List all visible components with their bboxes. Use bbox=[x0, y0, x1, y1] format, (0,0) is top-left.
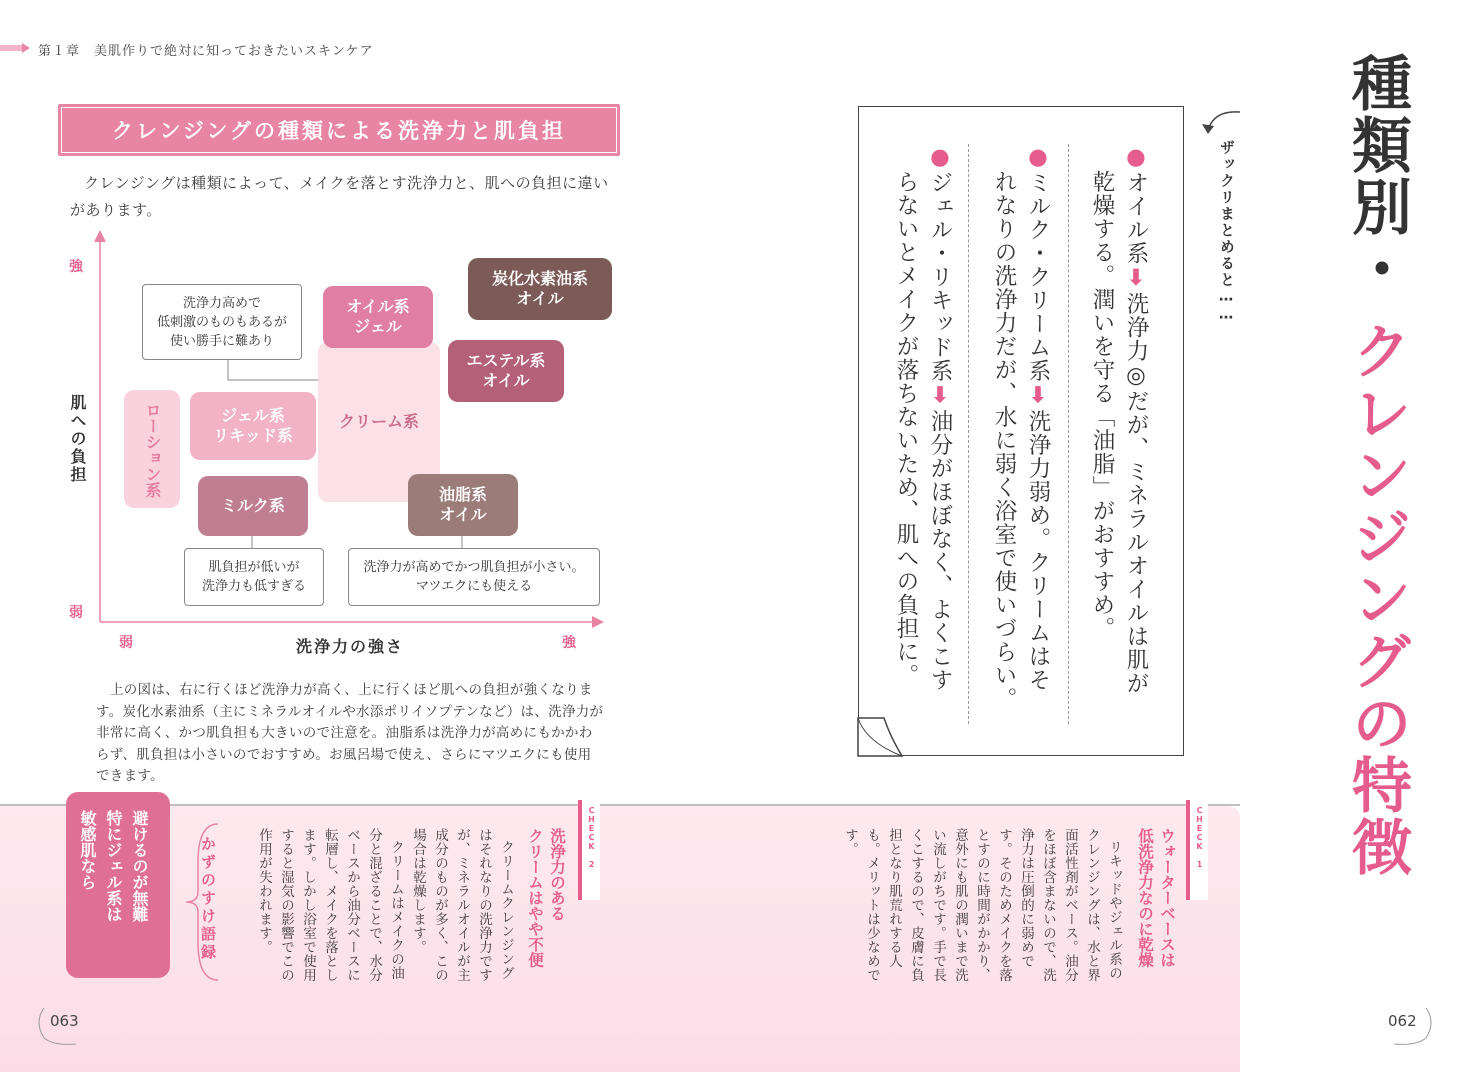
chart-explanation: 上の図は、右に行くほど洗浄力が高く、上に行くほど肌への負担が強くなります。炭化水素油系（主にミネラルオイルや水添ポリイソプテンなど）は、洗浄力が非常に高く、かつ肌負担も大きいので注意を。油脂系は洗浄力が高めにもかかわらず、肌負担は小さいのでおすすめ。お風呂場で使え、さらにマツエクにも使用できます。 bbox=[96, 682, 604, 784]
check-2-line: が、ミネラルオイルが主 bbox=[454, 828, 470, 982]
y-axis-high: 強 bbox=[69, 259, 83, 275]
section-title-banner bbox=[58, 104, 620, 156]
y-axis-label: 肌への負担 bbox=[68, 394, 87, 484]
check-2-title-2: クリームはやや不便 bbox=[526, 828, 544, 968]
check-1-title-2: 低洗浄力なのに乾燥 bbox=[1136, 828, 1154, 968]
check-1-label: CHECK 1 bbox=[1195, 806, 1204, 869]
intro-paragraph: クレンジングは種類によって、メイクを落とす洗浄力と、肌への負担に違いがあります。 bbox=[70, 174, 609, 219]
summary-item-2-line-2: れなりの洗浄力だが、水に弱く浴室で使いづらい。 bbox=[991, 170, 1017, 711]
check-2-line: ます。しかし浴室で使用 bbox=[300, 828, 316, 982]
gel-liquid-node: ジェル系 リキッド系 bbox=[190, 392, 316, 460]
summary-item-1-line-2: 乾燥する。潤いを守る「油脂」がおすすめ。 bbox=[1089, 170, 1115, 640]
x-axis-high: 強 bbox=[562, 635, 576, 651]
fat-oil-note: 洗浄力が高めでかつ肌負担が小さい。 マツエクにも使える bbox=[348, 548, 600, 606]
bottom-band-divider bbox=[0, 804, 1240, 806]
check-2-tab bbox=[578, 800, 600, 900]
check-2-line: 場合は乾燥します。 bbox=[410, 828, 426, 954]
check-1-line: 面活性剤がベース。油分 bbox=[1062, 828, 1078, 982]
memo-box bbox=[66, 792, 170, 978]
chapter-label: 第１章 美肌作りで絶対に知っておきたいスキンケア bbox=[38, 44, 374, 59]
check-2-line: クリームはメイクの油 bbox=[388, 840, 404, 980]
summary-separator bbox=[968, 144, 969, 724]
summary-item-3-line-1: ●ジェル・リキッド系⬇油分がほぼなく、よくこす bbox=[927, 144, 953, 692]
check-2-label: CHECK 2 bbox=[587, 806, 596, 869]
page-number-063: 063 bbox=[50, 1012, 79, 1030]
gel-note: 洗浄力高めで 低刺激のものもあるが 使い勝手に難あり bbox=[142, 284, 302, 360]
page-number-062: 062 bbox=[1388, 1012, 1417, 1030]
milk-note: 肌負担が低いが 洗浄力も低すぎる bbox=[184, 548, 324, 606]
check-1-title-1: ウォーターベースは bbox=[1158, 828, 1176, 968]
x-axis-low: 弱 bbox=[119, 635, 133, 651]
check-1-line: をほぼ含まないので、洗 bbox=[1040, 828, 1056, 982]
chapter-arrow-icon bbox=[0, 43, 30, 53]
memo-line-1: 敏感肌なら bbox=[78, 810, 97, 890]
page-title-part-1: 種類別・ bbox=[1342, 52, 1412, 300]
check-1-body bbox=[830, 828, 1124, 988]
check-1-line: くこするので、皮膚に負 bbox=[908, 828, 924, 982]
summary-card-curl bbox=[848, 716, 908, 764]
memo-line-2: 特にジェル系は bbox=[104, 810, 123, 922]
milk-node: ミルク系 bbox=[198, 476, 308, 536]
check-2-line: クリームクレンジング bbox=[498, 840, 514, 980]
page-title-part-2: クレンジングの特徴 bbox=[1342, 320, 1412, 878]
summary-item-1-line-1: ●オイル系⬇洗浄力◎だが、ミネラルオイルは肌が bbox=[1123, 144, 1149, 695]
check-2-line: 転層し、メイクを落とし bbox=[322, 828, 338, 982]
cream-node: クリーム系 bbox=[318, 342, 440, 502]
check-1-line: リキッドやジェル系の bbox=[1106, 840, 1122, 980]
check-1-line: とすのに時間がかかり、 bbox=[974, 828, 990, 982]
check-2-line: ベースから油分ベースに bbox=[344, 828, 360, 982]
ester-oil-node: エステル系 オイル bbox=[448, 340, 564, 402]
memo-label: かずのすけ語録 bbox=[199, 836, 217, 962]
bullet-icon: ● bbox=[927, 144, 953, 171]
check-2-title-1: 洗浄力のある bbox=[548, 828, 566, 921]
check-1-line: す。そのためメイクを落 bbox=[996, 828, 1012, 982]
memo-line-3: 避けるのが無難 bbox=[130, 810, 149, 922]
summary-item-3-line-2: らないとメイクが落ちないため、肌への負担に。 bbox=[893, 170, 919, 687]
check-2-line: はそれなりの洗浄力です bbox=[476, 828, 492, 982]
summary-separator bbox=[1068, 144, 1069, 724]
lotion-node bbox=[124, 390, 180, 508]
check-1-line: も。メリットは少なめで bbox=[864, 828, 880, 982]
check-2-line: 成分のものが多く、この bbox=[432, 828, 448, 982]
oil-gel-node: オイル系 ジェル bbox=[323, 286, 433, 348]
check-2-line: 作用が失われます。 bbox=[256, 828, 272, 954]
check-1-line: 意外にも肌の潤いまで洗 bbox=[952, 828, 968, 982]
down-arrow-icon: ⬇ bbox=[1123, 265, 1149, 292]
summary-item-2-line-1: ●ミルク・クリーム系⬇洗浄力弱め。クリームはそ bbox=[1025, 144, 1051, 692]
check-1-line: 浄力は圧倒的に弱めで bbox=[1018, 828, 1034, 968]
check-2-line: すると湿気の影響でこの bbox=[278, 828, 294, 982]
summary-lead-label: ザックリまとめると…… bbox=[1218, 140, 1234, 325]
check-1-line: クレンジングは、水と界 bbox=[1084, 828, 1100, 982]
down-arrow-icon: ⬇ bbox=[927, 382, 953, 410]
y-axis-low: 弱 bbox=[69, 605, 83, 621]
check-1-line: い流しがちです。手で長 bbox=[930, 828, 946, 982]
x-axis-label: 洗浄力の強さ bbox=[296, 637, 405, 656]
check-1-line: 担となり肌荒れする人 bbox=[886, 828, 902, 968]
check-2-line: 分と混ざることで、水分 bbox=[366, 828, 382, 982]
fat-oil-node: 油脂系 オイル bbox=[408, 474, 518, 536]
bullet-icon: ● bbox=[1025, 144, 1051, 171]
hydrocarbon-oil-node: 炭化水素油系 オイル bbox=[468, 258, 612, 320]
check-1-tab bbox=[1186, 800, 1208, 900]
section-title: クレンジングの種類による洗浄力と肌負担 bbox=[111, 119, 566, 143]
bullet-icon: ● bbox=[1123, 144, 1149, 171]
page-number-062-arc bbox=[1384, 1000, 1434, 1046]
check-1-line: す。 bbox=[842, 828, 858, 856]
lotion-node-label: ローション系 bbox=[143, 402, 162, 498]
check-2-body bbox=[244, 828, 516, 988]
curved-arrow-icon bbox=[1200, 108, 1244, 136]
down-arrow-icon: ⬇ bbox=[1025, 382, 1051, 410]
